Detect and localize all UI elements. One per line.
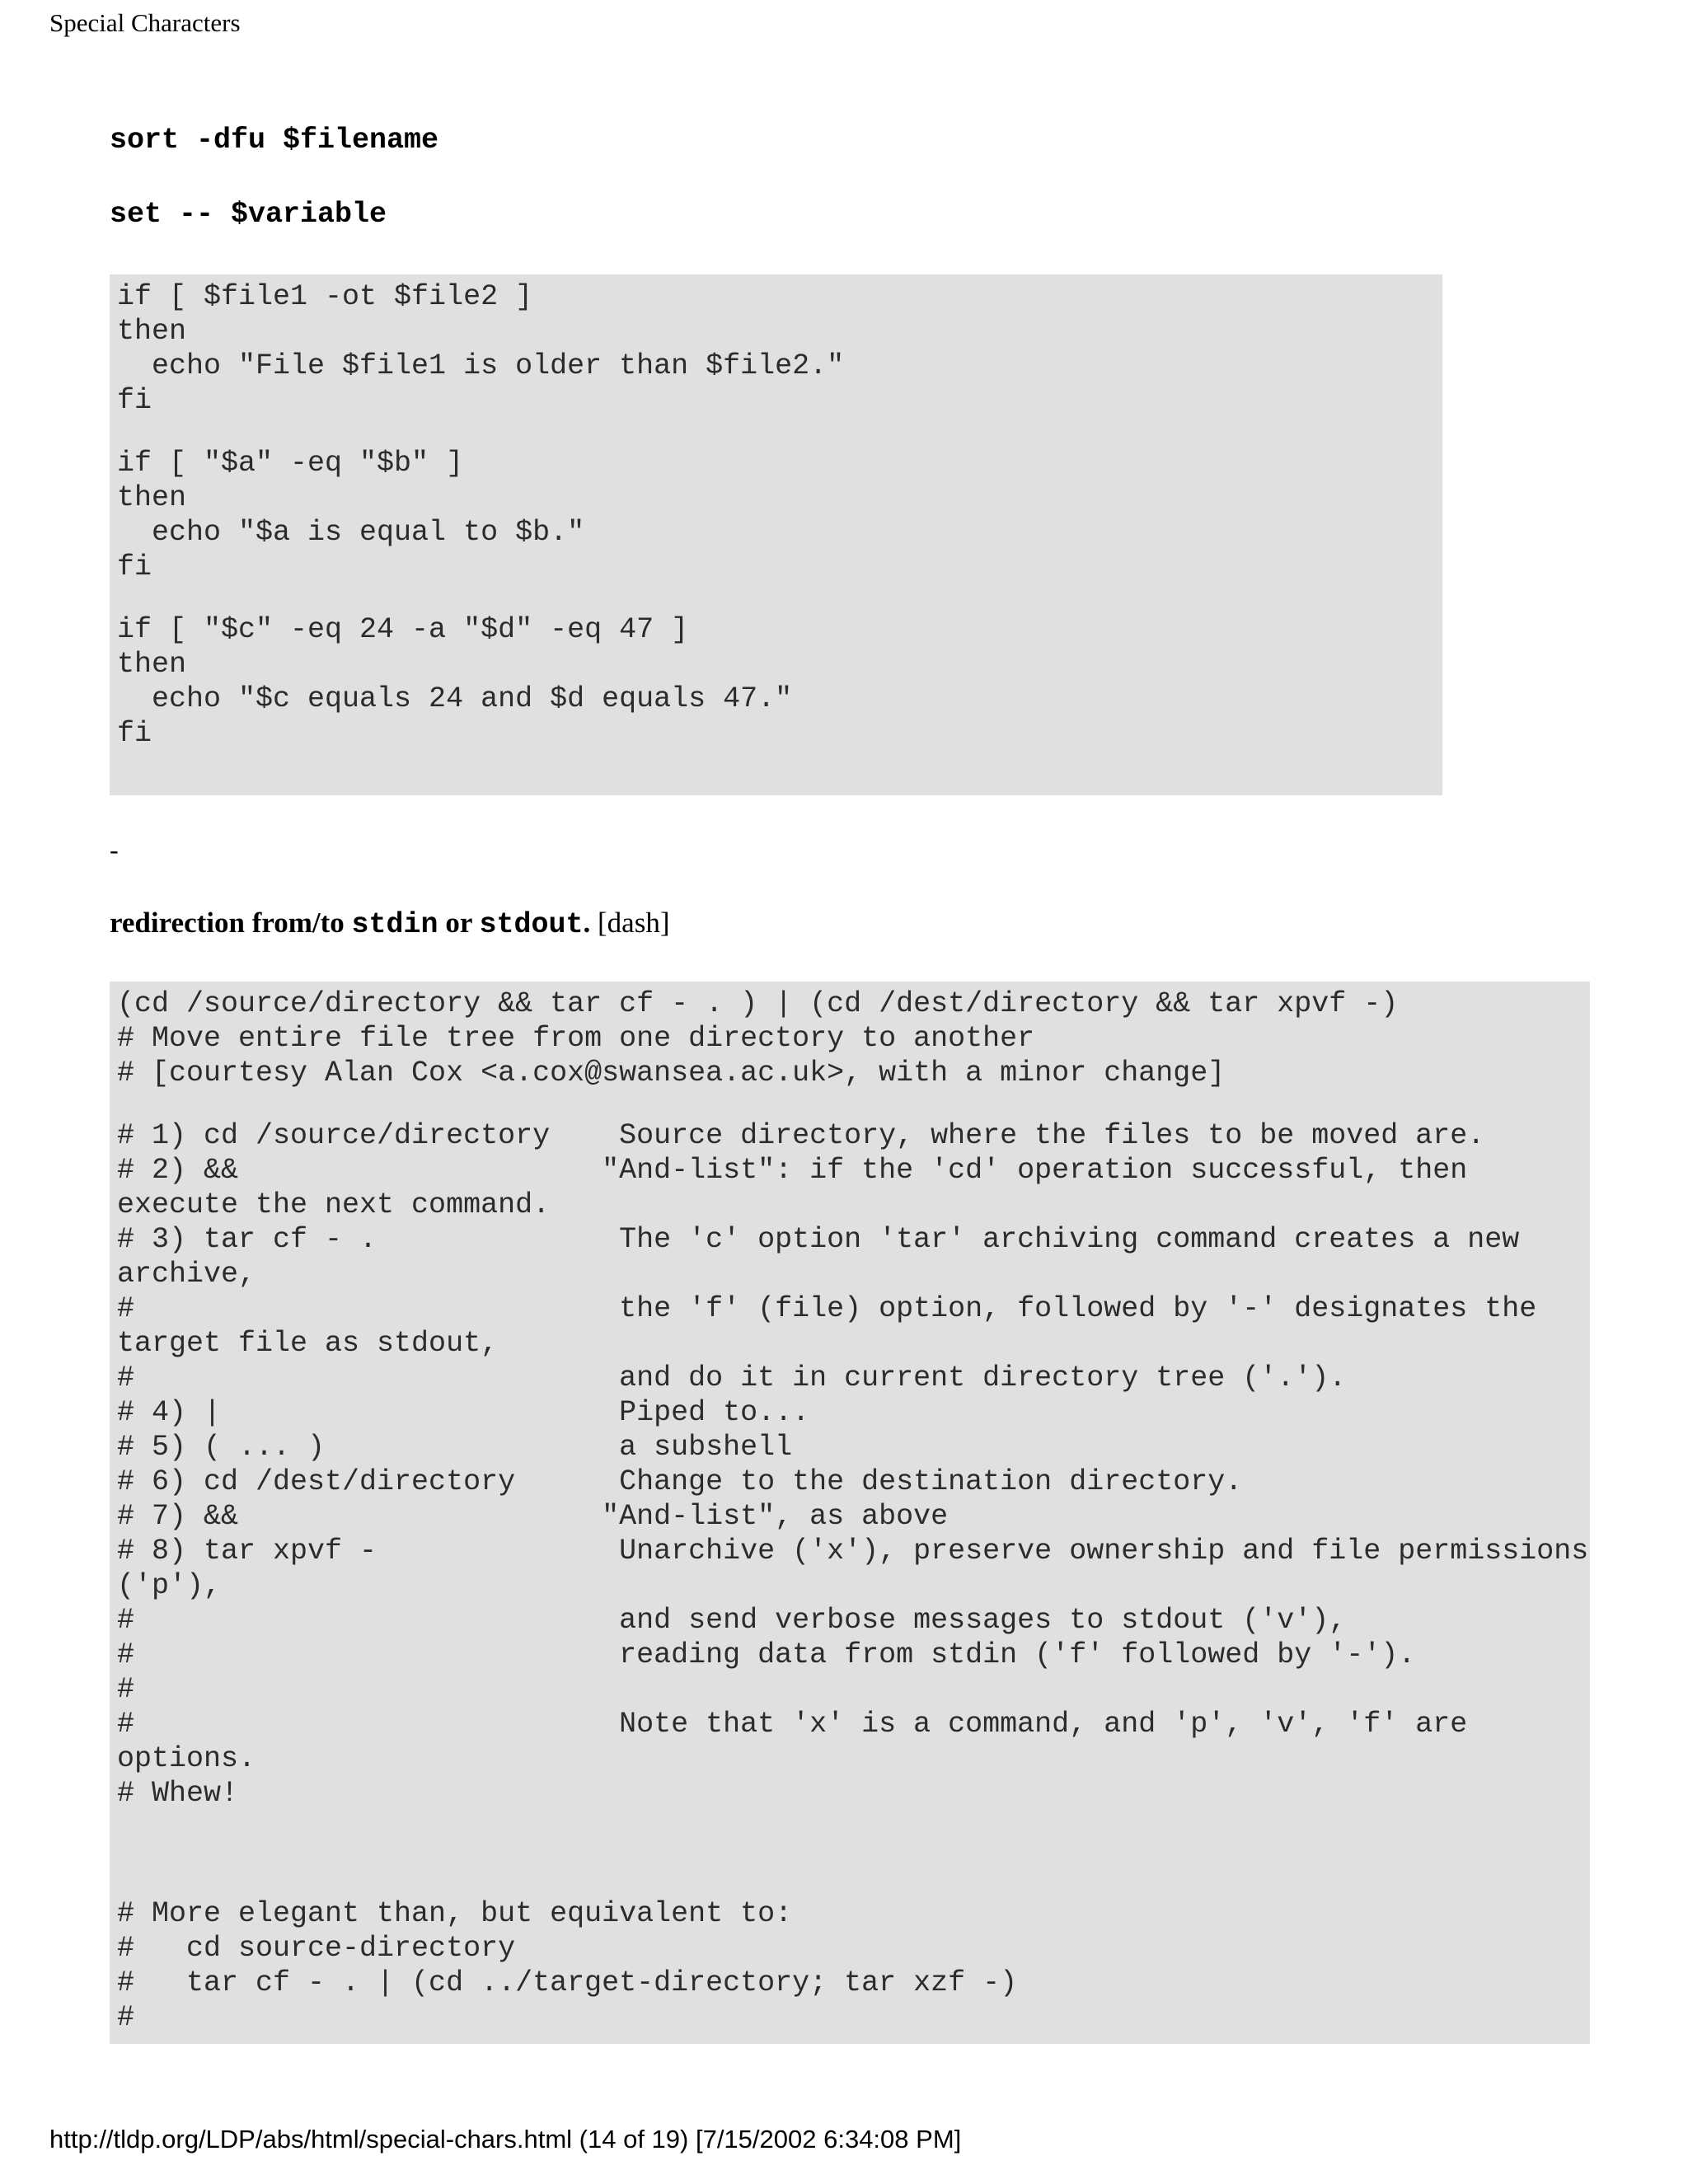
code-line: echo "$a is equal to $b." [117, 516, 585, 549]
code-line: echo "File $file1 is older than $file2." [117, 349, 845, 382]
code-line: # 1) cd /source/directory Source directory, where the files to be moved are. [117, 1119, 1485, 1152]
code-line: if [ $file1 -ot $file2 ] [117, 280, 533, 313]
code-line: options. [117, 1742, 256, 1775]
code-line: execute the next command. [117, 1188, 551, 1221]
dash-heading: - [110, 835, 119, 865]
code-gap [117, 584, 1442, 612]
code-line: # and do it in current directory tree ('.'). [117, 1361, 1347, 1394]
code-line: # Note that 'x' is a command, and 'p', 'v', 'f' are [117, 1708, 1468, 1741]
code-line: # and send verbose messages to stdout ('v'), [117, 1604, 1347, 1637]
code-gap [117, 418, 1442, 446]
code-line: fi [117, 551, 152, 583]
term-text-a: redirection from/to [110, 907, 352, 939]
term-code-stdin: stdin [351, 908, 438, 941]
code-line: if [ "$a" -eq "$b" ] [117, 447, 464, 480]
term-tag: [dash] [590, 907, 670, 939]
code-line: # 6) cd /dest/directory Change to the destination directory. [117, 1465, 1243, 1498]
code-line: fi [117, 717, 152, 750]
code-line: then [117, 481, 187, 514]
set-command: set -- $variable [110, 198, 387, 231]
code-line: # reading data from stdin ('f' followed by '-'). [117, 1638, 1416, 1671]
code-line: (cd /source/directory && tar cf - . ) | (cd /dest/directory && tar xpvf -) [117, 987, 1399, 1020]
term-text-b: or [438, 907, 480, 939]
term-code-stdout: stdout [479, 908, 584, 941]
code-line: # 5) ( ... ) a subshell [117, 1431, 793, 1464]
code-line: # [courtesy Alan Cox <a.cox@swansea.ac.uk>, with a minor change] [117, 1057, 1226, 1090]
code-gap [117, 1090, 1590, 1118]
code-line: # cd source-directory [117, 1932, 516, 1965]
code-line: # [117, 1673, 135, 1706]
code-line: # 2) && "And-list": if the 'cd' operation successful, then [117, 1154, 1468, 1187]
code-line: target file as stdout, [117, 1327, 499, 1360]
code-line: fi [117, 384, 152, 417]
code-line: # tar cf - . | (cd ../target-directory; tar xzf -) [117, 1966, 1018, 1999]
code-gap [117, 1811, 1590, 1896]
code-line: # the 'f' (file) option, followed by '-' designates the [117, 1292, 1537, 1325]
code-line: # 7) && "And-list", as above [117, 1500, 949, 1533]
code-line: then [117, 648, 187, 681]
code-line: # [117, 2001, 135, 2034]
code-line: # 4) | Piped to... [117, 1396, 810, 1429]
page-header-title: Special Characters [49, 8, 241, 37]
code-line: # Whew! [117, 1777, 239, 1810]
code-line: if [ "$c" -eq 24 -a "$d" -eq 47 ] [117, 613, 689, 646]
code-line: ('p'), [117, 1569, 222, 1602]
code-line: then [117, 315, 187, 348]
code-line: # 8) tar xpvf - Unarchive ('x'), preserve ownership and file permissions [117, 1535, 1589, 1568]
code-line: # 3) tar cf - . The 'c' option 'tar' archiving command creates a new [117, 1223, 1520, 1256]
code-line: archive, [117, 1258, 256, 1291]
page-footer-url: http://tldp.org/LDP/abs/html/special-chars.html (14 of 19) [7/15/2002 6:34:08 PM] [49, 2125, 962, 2154]
code-line: echo "$c equals 24 and $d equals 47." [117, 682, 793, 715]
sort-command: sort -dfu $filename [110, 124, 439, 157]
code-line: # Move entire file tree from one directory to another [117, 1022, 1035, 1055]
term-redirection [110, 907, 669, 941]
code-line: # More elegant than, but equivalent to: [117, 1897, 793, 1930]
code-block-tar-pipe [110, 982, 1590, 2044]
term-text-c: . [583, 907, 591, 939]
code-block-file-comparison [110, 274, 1442, 795]
